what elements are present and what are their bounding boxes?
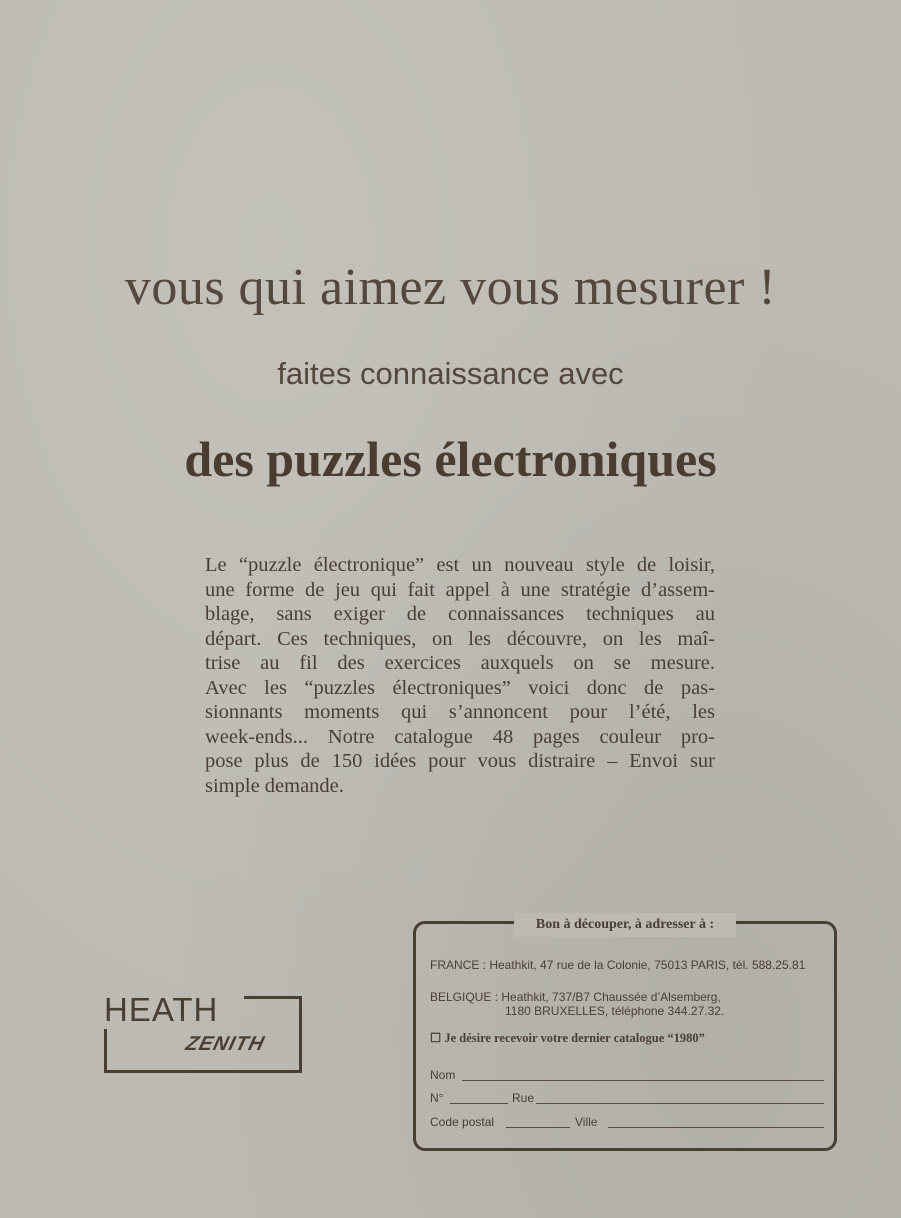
body-line: Le “puzzle électronique” est un nouveau style de loisir, <box>205 554 715 576</box>
body-line: Avec les “puzzles électroniques” voici donc de pas- <box>205 676 715 699</box>
body-line: blage, sans exiger de connaissances techniques au <box>205 603 715 625</box>
body-line: trise au fil des exercices auxquels on se mesure. <box>205 652 715 674</box>
code-postal-label: Code postal <box>430 1115 495 1129</box>
body-line: pose plus de 150 idées pour vous distraire – Envoi sur <box>205 750 715 772</box>
headline: vous qui aimez vous mesurer ! <box>124 259 777 316</box>
nom-label: Nom <box>430 1068 456 1082</box>
body-line: une forme de jeu qui fait appel à une stratégie d’assem- <box>205 578 715 601</box>
logo-frame-bottom <box>104 1070 302 1073</box>
catalogue-request-checkbox[interactable]: ☐ Je désire recevoir votre dernier catalogue “1980” <box>430 1031 705 1045</box>
ville-label: Ville <box>575 1115 598 1129</box>
logo-zenith-text: ZENITH <box>183 1033 268 1055</box>
title: des puzzles électroniques <box>184 431 717 487</box>
logo-frame-top <box>244 996 302 999</box>
nom-rule <box>462 1080 824 1081</box>
coupon-belgique-address-2: 1180 BRUXELLES, téléphone 344.27.32. <box>505 1004 725 1018</box>
body-line: sionnants moments qui s’annoncent pour l’été, les <box>205 701 715 723</box>
body-text <box>205 553 715 798</box>
body-line: simple demande. <box>205 774 344 797</box>
logo-frame-left <box>104 1029 107 1073</box>
rue-label: Rue <box>512 1091 535 1105</box>
ville-rule <box>608 1127 824 1128</box>
coupon-header: Bon à découper, à adresser à : <box>514 913 736 937</box>
logo-heath-text: HEATH <box>104 991 219 1028</box>
numero-rue-field[interactable] <box>430 1091 825 1107</box>
nom-field[interactable] <box>430 1068 825 1084</box>
code-postal-rule <box>506 1127 570 1128</box>
numero-label: N° <box>430 1091 444 1105</box>
coupon-belgique-address: BELGIQUE : Heathkit, 737/B7 Chaussée d’Alsemberg, <box>430 990 721 1004</box>
rue-rule <box>536 1103 824 1104</box>
body-line: week-ends... Notre catalogue 48 pages couleur pro- <box>205 725 715 748</box>
numero-rule <box>450 1103 508 1104</box>
code-postal-ville-field[interactable] <box>430 1115 825 1131</box>
logo-frame-right <box>299 996 302 1073</box>
heath-zenith-logo <box>104 993 302 1073</box>
coupon-france-address: FRANCE : Heathkit, 47 rue de la Colonie, 75013 PARIS, tél. 588.25.81 <box>430 958 806 972</box>
body-line: départ. Ces techniques, on les découvre, on les maî- <box>205 627 715 650</box>
subheadline: faites connaissance avec <box>277 356 624 391</box>
